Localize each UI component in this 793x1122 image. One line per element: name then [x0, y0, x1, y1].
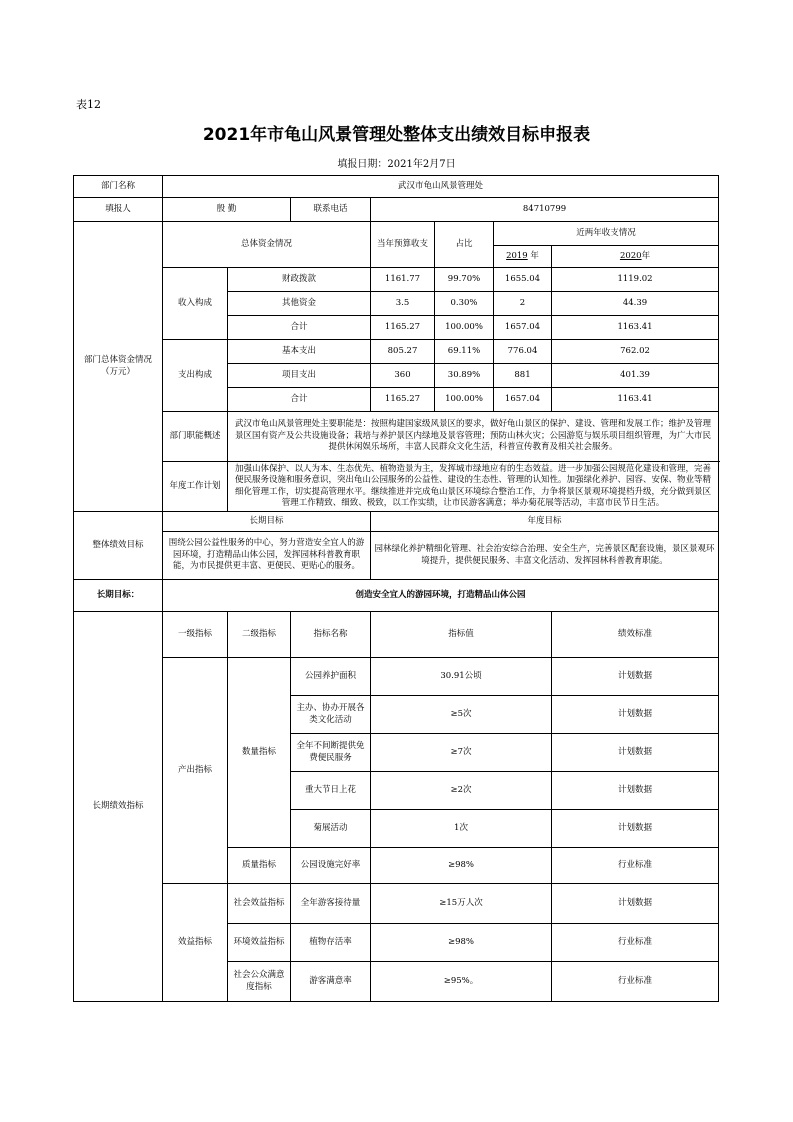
expense-total-name: 合计: [228, 388, 371, 412]
year-2020-suffix: 年: [641, 250, 651, 261]
income-item-ratio: 99.70%: [435, 268, 494, 292]
income-total-name: 合计: [228, 316, 371, 340]
income-item-budget: 1161.77: [371, 268, 435, 292]
indicator-value-header: 指标值: [371, 612, 552, 658]
effect-level2: 社会公众满意度指标: [228, 962, 291, 1002]
expense-item-2019: 881: [494, 364, 552, 388]
overall-goal-label: 整体绩效目标: [74, 512, 163, 580]
level1-header: 一级指标: [163, 612, 228, 658]
year-2019-number: 2019: [506, 250, 528, 261]
expense-label: 支出构成: [163, 340, 228, 412]
indicator-name: 植物存活率: [291, 924, 371, 962]
phone-value: 84710799: [371, 198, 719, 222]
effect-indicator-label: 效益指标: [163, 884, 228, 1002]
year-2019-suffix: 年: [527, 250, 539, 261]
indicator-value: ≥5次: [371, 696, 552, 734]
indicator-standard: 计划数据: [552, 884, 719, 924]
indicator-value: 1次: [371, 810, 552, 848]
expense-total-ratio: 100.00%: [435, 388, 494, 412]
expense-item-2020: 401.39: [552, 364, 719, 388]
indicator-value: ≥95%。: [371, 962, 552, 1002]
page-title: 2021年市龟山风景管理处整体支出绩效目标申报表: [202, 125, 591, 145]
indicator-standard: 计划数据: [552, 772, 719, 810]
dept-name-label: 部门名称: [74, 176, 163, 198]
quantity-indicator-label: 数量指标: [228, 658, 291, 848]
expense-item-2020: 762.02: [552, 340, 719, 364]
indicator-standard: 计划数据: [552, 696, 719, 734]
quality-indicator-label: 质量指标: [228, 848, 291, 884]
indicator-name: 游客满意率: [291, 962, 371, 1002]
indicator-name: 公园设施完好率: [291, 848, 371, 884]
expense-item-budget: 360: [371, 364, 435, 388]
year-2020-number: 2020: [619, 250, 642, 261]
expense-total-budget: 1165.27: [371, 388, 435, 412]
indicator-standard: 计划数据: [552, 810, 719, 848]
report-date: 填报日期：2021年2月7日: [337, 159, 456, 170]
indicator-name: 公园养护面积: [291, 658, 371, 696]
long-term-goal-text: 创造安全宜人的游园环境，打造精品山体公园: [163, 580, 719, 612]
dept-name-value: 武汉市龟山风景管理处: [163, 176, 719, 198]
indicator-value: ≥15万人次: [371, 884, 552, 924]
income-item-ratio: 0.30%: [435, 292, 494, 316]
income-item-budget: 3.5: [371, 292, 435, 316]
indicators-section-label: 长期绩效指标: [74, 612, 163, 1002]
income-item-2019: 1655.04: [494, 268, 552, 292]
indicator-name: 全年不间断提供免费便民服务: [291, 734, 371, 772]
income-item-name: 财政拨款: [228, 268, 371, 292]
income-total-budget: 1165.27: [371, 316, 435, 340]
indicator-value: ≥7次: [371, 734, 552, 772]
expense-item-name: 基本支出: [228, 340, 371, 364]
indicator-value: ≥98%: [371, 924, 552, 962]
recent-header: 近两年收支情况: [494, 222, 719, 246]
indicator-standard: 计划数据: [552, 658, 719, 696]
funds-section-label: 部门总体资金情况（万元）: [74, 222, 163, 512]
standard-header: 绩效标准: [552, 612, 719, 658]
year-2019-header: [494, 246, 552, 268]
income-total-ratio: 100.00%: [435, 316, 494, 340]
level2-header: 二级指标: [228, 612, 291, 658]
expense-item-budget: 805.27: [371, 340, 435, 364]
expense-total-2019: 1657.04: [494, 388, 552, 412]
annual-plan-label: 年度工作计划: [163, 462, 228, 512]
income-item-name: 其他资金: [228, 292, 371, 316]
indicator-standard: 行业标准: [552, 848, 719, 884]
indicator-name: 主办、协办开展各类文化活动: [291, 696, 371, 734]
indicator-value: ≥98%: [371, 848, 552, 884]
income-item-2020: 44.39: [552, 292, 719, 316]
indicator-name: 菊展活动: [291, 810, 371, 848]
expense-item-name: 项目支出: [228, 364, 371, 388]
ratio-header: 占比: [435, 222, 494, 268]
table-number: 表12: [76, 98, 101, 111]
income-item-2020: 1119.02: [552, 268, 719, 292]
expense-item-ratio: 30.89%: [435, 364, 494, 388]
indicator-name: 重大节日上花: [291, 772, 371, 810]
income-item-2019: 2: [494, 292, 552, 316]
effect-level2: 社会效益指标: [228, 884, 291, 924]
expense-item-ratio: 69.11%: [435, 340, 494, 364]
reporter-value: 殷 勤: [163, 198, 291, 222]
long-term-goal-label: 长期目标：: [74, 580, 163, 612]
functions-text: 武汉市龟山风景管理处主要职能是：按照构建国家级风景区的要求，做好龟山景区的保护、建设、管理和发展工作；维护及管理景区国有资产及公共设施设备；栽培与养护景区内绿地及景容管理；预防山林火灾；公园游览与娱乐项目组织管理，为广大市民提供休闲娱乐场所，丰富人民群众文化生活，科普宣传教育及相关社会服务。: [228, 412, 719, 462]
output-indicator-label: 产出指标: [163, 658, 228, 884]
effect-level2: 环境效益指标: [228, 924, 291, 962]
indicator-name: 全年游客接待量: [291, 884, 371, 924]
annual-goal-text: 园林绿化养护精细化管理、社会治安综合治理、安全生产，完善景区配套设施，景区景观环境提升，提供便民服务、丰富文化活动、发挥园林科普教育职能。: [371, 532, 719, 580]
expense-item-2019: 776.04: [494, 340, 552, 364]
indicator-value: ≥2次: [371, 772, 552, 810]
income-total-2019: 1657.04: [494, 316, 552, 340]
long-goal-text: 围绕公园公益性服务的中心，努力营造安全宜人的游园环境，打造精品山体公园，发挥园林科普教育职能，为市民提供更丰富、更便民、更贴心的服务。: [163, 532, 371, 580]
indicator-name-header: 指标名称: [291, 612, 371, 658]
functions-label: 部门职能概述: [163, 412, 228, 462]
phone-label: 联系电话: [291, 198, 371, 222]
annual-plan-text: 加强山体保护、以人为本、生态优先、植物造景为主，发挥城市绿地应有的生态效益。进一步加强公园规范化建设和管理，完善便民服务设施和服务意识，突出龟山公园服务的公益性、建设的生态性、管理的认知性。加强绿化养护、园容、安保、物业等精细化管理工作，切实提高管理水平。继续推进并完成龟山景区环境综合整治工作，力争将景区景观环境提档升级，充分做到景区管理工作精致、细致、极致，以工作实绩，让市民游客满意；举办菊花展等活动，丰富市民节日生活。: [228, 462, 719, 512]
expense-total-2020: 1163.41: [552, 388, 719, 412]
funds-overview-label: 总体资金情况: [163, 222, 371, 268]
year-2020-header: [552, 246, 719, 268]
indicator-standard: 行业标准: [552, 924, 719, 962]
annual-goal-header: 年度目标: [371, 512, 719, 532]
long-goal-header: 长期目标: [163, 512, 371, 532]
reporter-label: 填报人: [74, 198, 163, 222]
indicator-standard: 行业标准: [552, 962, 719, 1002]
performance-table: [73, 175, 719, 1002]
indicator-value: 30.91公顷: [371, 658, 552, 696]
income-total-2020: 1163.41: [552, 316, 719, 340]
budget-header: 当年预算收支: [371, 222, 435, 268]
income-label: 收入构成: [163, 268, 228, 340]
indicator-standard: 计划数据: [552, 734, 719, 772]
